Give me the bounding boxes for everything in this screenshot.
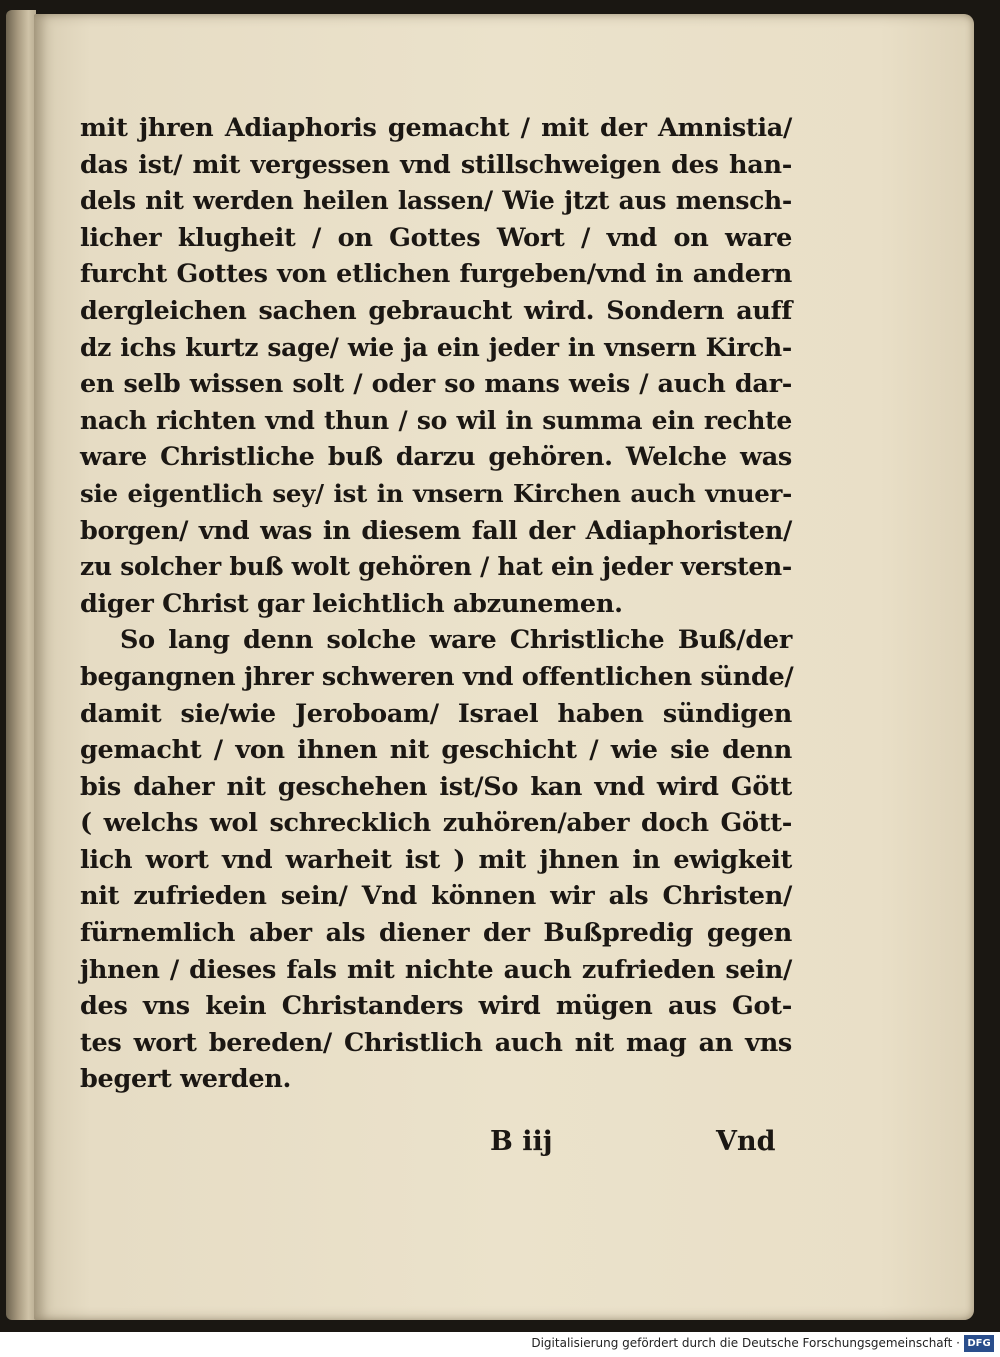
text-block bbox=[80, 110, 792, 1098]
text-line: des vns kein Christanders wird mügen aus Got- bbox=[80, 991, 792, 1022]
text-line: diger Christ gar leichtlich abzunemen. bbox=[80, 588, 623, 619]
text-line: begert werden. bbox=[80, 1064, 292, 1095]
text-line: nach richten vnd thun / so wil in summa ein rechte bbox=[80, 405, 792, 435]
footer-bar bbox=[0, 1332, 1000, 1357]
text-line: fürnemlich aber als diener der Bußpredig gegen bbox=[80, 918, 792, 949]
text-line: begangnen jhrer schweren vnd offentlichen sünde/ bbox=[80, 661, 794, 692]
text-line: ware Christliche buß darzu gehören. Welche was bbox=[80, 442, 792, 473]
text-line: mit jhren Adiaphoris gemacht / mit der Amnistia/ bbox=[80, 113, 792, 143]
catchword: Vnd bbox=[716, 1126, 776, 1157]
text-line: en selb wissen solt / oder so mans weis / auch dar- bbox=[80, 369, 792, 400]
previous-page-edge bbox=[6, 10, 36, 1320]
text-line: dels nit werden heilen lassen/ Wie jtzt aus mensch- bbox=[80, 186, 792, 216]
text-line: ( welchs wol schrecklich zuhören/aber doch Gött- bbox=[80, 808, 792, 839]
text-line: gemacht / von ihnen nit geschicht / wie sie denn bbox=[80, 735, 792, 766]
text-line: So lang denn solche ware Christliche Buß/der bbox=[120, 625, 792, 656]
text-line: furcht Gottes von etlichen furgeben/vnd in andern bbox=[80, 259, 792, 290]
text-line: dz ichs kurtz sage/ wie ja ein jeder in vnsern Kirch- bbox=[80, 332, 792, 362]
text-line: zu solcher buß wolt gehören / hat ein jeder versten- bbox=[80, 552, 792, 582]
text-line: borgen/ vnd was in diesem fall der Adiaphoristen/ bbox=[80, 515, 792, 546]
text-line: licher klugheit / on Gottes Wort / vnd on ware bbox=[80, 222, 792, 253]
text-line: sie eigentlich sey/ ist in vnsern Kirchen auch vnuer- bbox=[80, 478, 792, 508]
text-line: dergleichen sachen gebraucht wird. Sondern auff bbox=[80, 295, 792, 326]
dfg-logo-icon: DFG bbox=[964, 1335, 994, 1352]
text-line: tes wort bereden/ Christlich auch nit mag an vns bbox=[80, 1027, 792, 1058]
text-line: lich wort vnd warheit ist ) mit jhnen in ewigkeit bbox=[80, 844, 792, 875]
text-line: jhnen / dieses fals mit nichte auch zufrieden sein/ bbox=[80, 954, 792, 985]
text-line: damit sie/wie Jeroboam/ Israel haben sündigen bbox=[80, 698, 792, 729]
text-line: das ist/ mit vergessen vnd stillschweigen des han- bbox=[80, 149, 792, 180]
text-line: bis daher nit geschehen ist/So kan vnd wird Gött bbox=[80, 771, 792, 802]
funding-credit: Digitalisierung gefördert durch die Deutsche Forschungsgemeinschaft · bbox=[531, 1336, 960, 1350]
signature-mark: B iij bbox=[490, 1126, 553, 1157]
text-line: nit zufrieden sein/ Vnd können wir als Christen/ bbox=[80, 881, 792, 912]
